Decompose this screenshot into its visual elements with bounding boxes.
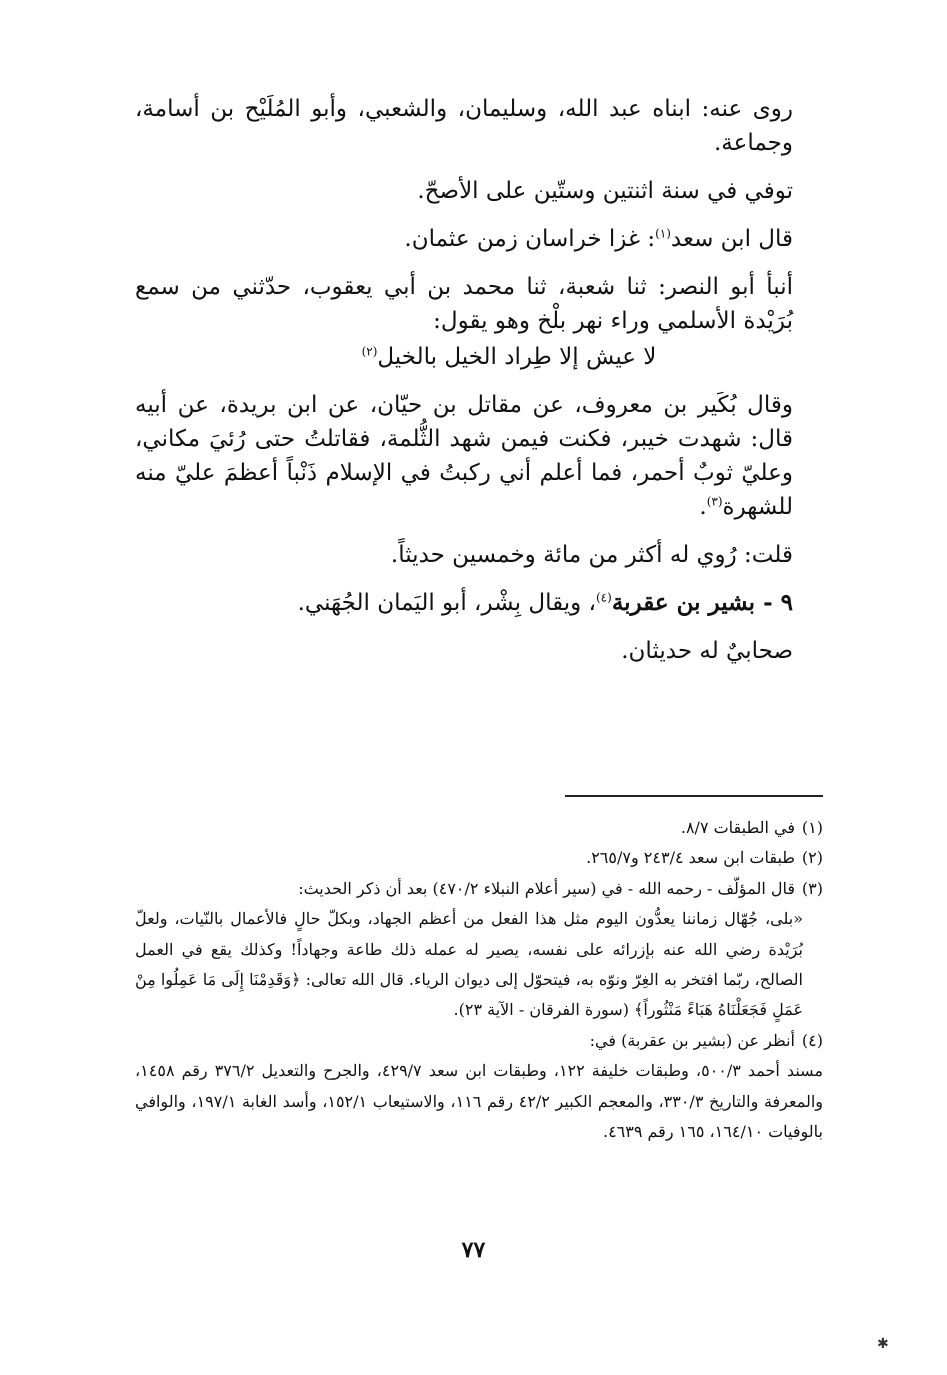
footnote-2 (135, 843, 823, 873)
scan-speck-mark: ✱ (877, 1336, 889, 1352)
footnote-4-sources: مسند أحمد ٥٠٠/٣، وطبقات خليفة ١٢٢، وطبقات ابن سعد ٤٢٩/٧، والجرح والتعديل ٣٧٦/٢ رقم ١٤٥٨، والمعرفة والتاريخ ٣٣٠/٣، والمعجم الكبير ٤٢/٢ رقم ١١٦، والاستيعاب ١٥٢/١، وأسد الغابة ١٩٧/١، والوافي بالوفيات ١٦٤/١٠، ١٦٥ رقم ٤٦٣٩. (135, 1061, 824, 1141)
footnote-text: أنظر عن (بشير بن عقربة) في: (589, 1030, 795, 1050)
paragraph-bukayr (135, 388, 823, 524)
main-text (135, 92, 823, 682)
ibn-saad-text: قال ابن سعد (670, 226, 793, 253)
footnote-number: (١) (801, 818, 823, 837)
footnote-ref-1: (١) (655, 226, 671, 241)
footnote-number: (٢) (801, 848, 823, 868)
entry-heading (135, 586, 823, 620)
ibn-saad-rest: : غزا خراسان زمن عثمان. (404, 226, 656, 253)
footnote-divider (565, 795, 823, 797)
page-number: ٧٧ (461, 1237, 486, 1263)
paragraph-hadith-count: قلت: رُوي له أكثر من مائة وخمسين حديثاً. (390, 542, 793, 569)
footnote-text: قال المؤلّف - رحمه الله - في (سير أعلام النبلاء ٤٧٠/٢) بعد أن ذكر الحديث: (298, 878, 795, 898)
verse-text: لا عيش إلا طِراد الخيل بالخيل (377, 344, 657, 371)
verse-line (135, 340, 823, 374)
paragraph-companion: صحابيٌ له حديثان. (621, 638, 793, 665)
entry-name: ٩ - بشير بن عقربة (611, 589, 793, 617)
footnote-ref-4: (٤) (595, 590, 612, 605)
footnote-number: (٤) (801, 1030, 823, 1050)
footnote-4 (135, 1026, 823, 1056)
paragraph-death: توفي في سنة اثنتين وستّين على الأصحّ. (417, 178, 793, 205)
bukayr-text: وقال بُكَير بن معروف، عن مقاتل بن حيّان، عن ابن بريدة، عن أبيه قال: شهدت خيبر، فكنت فيمن شهد الثُّلمة، فقاتلتُ حتى رُئيَ مكاني، وعليّ ثوبٌ أحمر، فما أعلم أني ركبتُ في الإسلام ذَنْباً أعظمَ عليّ منه للشهرة (135, 392, 793, 521)
footnote-1 (135, 813, 823, 843)
entry-rest: ، ويقال بِشْر، أبو اليَمان الجُهَني. (297, 590, 596, 617)
footnote-text: طبقات ابن سعد ٢٤٣/٤ و٢٦٥/٧. (586, 848, 795, 868)
paragraph-abu-nasr: أنبأ أبو النصر: ثنا شعبة، ثنا محمد بن أبي يعقوب، حدّثني من سمع بُرَيْدة الأسلمي وراء نهر بلْخ وهو يقول: (135, 274, 793, 335)
footnote-3 (135, 874, 823, 904)
paragraph-ibn-saad (135, 222, 823, 256)
footnote-text: في الطبقات ٨/٧. (680, 818, 795, 837)
bukayr-end: . (699, 494, 707, 521)
paragraph-narrators: روى عنه: ابناه عبد الله، وسليمان، والشعبي، وأبو المُلَيْح بن أسامة، وجماعة. (135, 96, 793, 157)
footnotes (135, 813, 823, 1147)
footnote-number: (٣) (801, 878, 823, 898)
footnote-3-quote: «بلى، جُهّال زماننا يعدُّون اليوم مثل هذا الفعل من أعظم الجهاد، وبكلّ حالٍ فالأعمال بالنّيات، ولعلّ بُرَيْدة رضي الله عنه بإزرائه على نفسه، يصير له عمله ذلك طاعة وجهاداً! وكذلك يقع في العمل الصالح، ربّما افتخر به الغِرّ ونوّه به، فيتحوّل إلى ديوان الرياء. قال الله تعالى: ﴿وَقَدِمْنَا إِلَى مَا عَمِلُوا مِنْ عَمَلٍ فَجَعَلْنَاهُ هَبَاءً مَنْثُوراً﴾ (سورة الفرقان - الآية ٢٣). (135, 909, 804, 1020)
footnote-ref-2: (٢) (361, 344, 378, 359)
footnote-ref-3: (٣) (706, 494, 723, 509)
